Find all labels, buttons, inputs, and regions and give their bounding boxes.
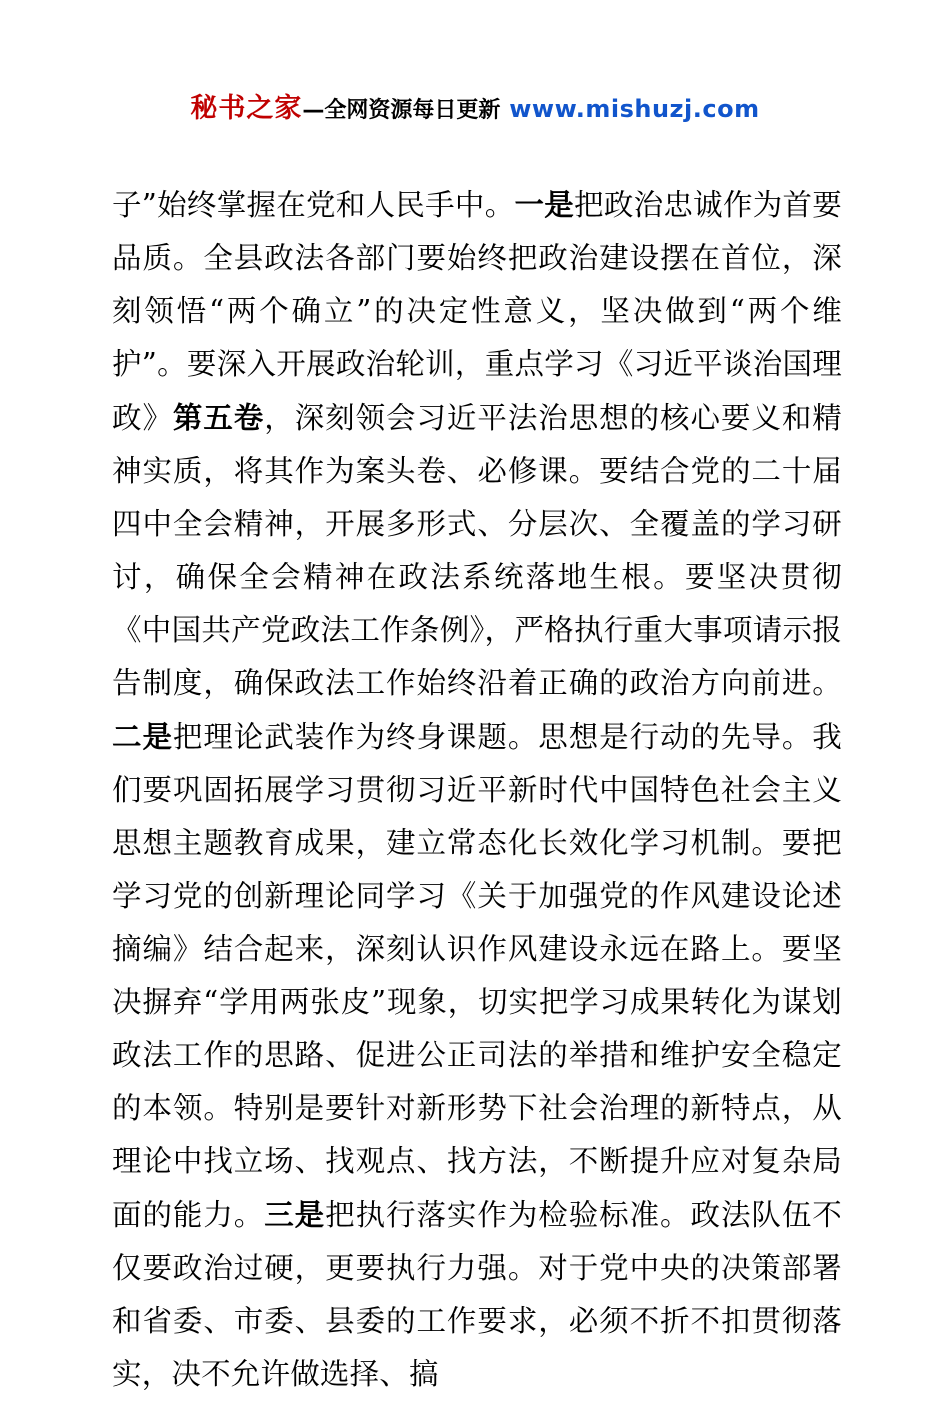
document-body-paragraph: 子”始终掌握在党和人民手中。一是把政治忠诚作为首要品质。全县政法各部门要始终把政治建设摆在首位，深刻领悟“两个确立”的决定性意义，坚决做到“两个维护”。要深入开展政治轮训，重点学习《习近平谈治国理政》第五卷，深刻领会习近平法治思想的核心要义和精神实质，将其作为案头卷、必修课。要结合党的二十届四中全会精神，开展多形式、分层次、全覆盖的学习研讨，确保全会精神在政法系统落地生根。要坚决贯彻《中国共产党政法工作条例》，严格执行重大事项请示报告制度，确保政法工作始终沿着正确的政治方向前进。二是把理论武装作为终身课题。思想是行动的先导。我们要巩固拓展学习贯彻习近平新时代中国特色社会主义思想主题教育成果，建立常态化长效化学习机制。要把学习党的创新理论同学习《关于加强党的作风建设论述摘编》结合起来，深刻认识作风建设永远在路上。要坚决摒弃“学用两张皮”现象，切实把学习成果转化为谋划政法工作的思路、促进公正司法的举措和维护安全稳定的本领。特别是要针对新形势下社会治理的新特点，从理论中找立场、找观点、找方法，不断提升应对复杂局面的能力。三是把执行落实作为检验标准。政法队伍不仅要政治过硬，更要执行力强。对于党中央的决策部署和省委、市委、县委的工作要求，必须不折不扣贯彻落实，决不允许做选择、搞 [112,187,842,1391]
site-header [0,86,950,125]
header-separator: — [302,98,325,123]
site-brand: 秘书之家 [190,93,303,124]
site-url-link[interactable]: www.mishuzj.com [500,95,760,123]
header-tagline: 全网资源每日更新 [324,98,501,123]
